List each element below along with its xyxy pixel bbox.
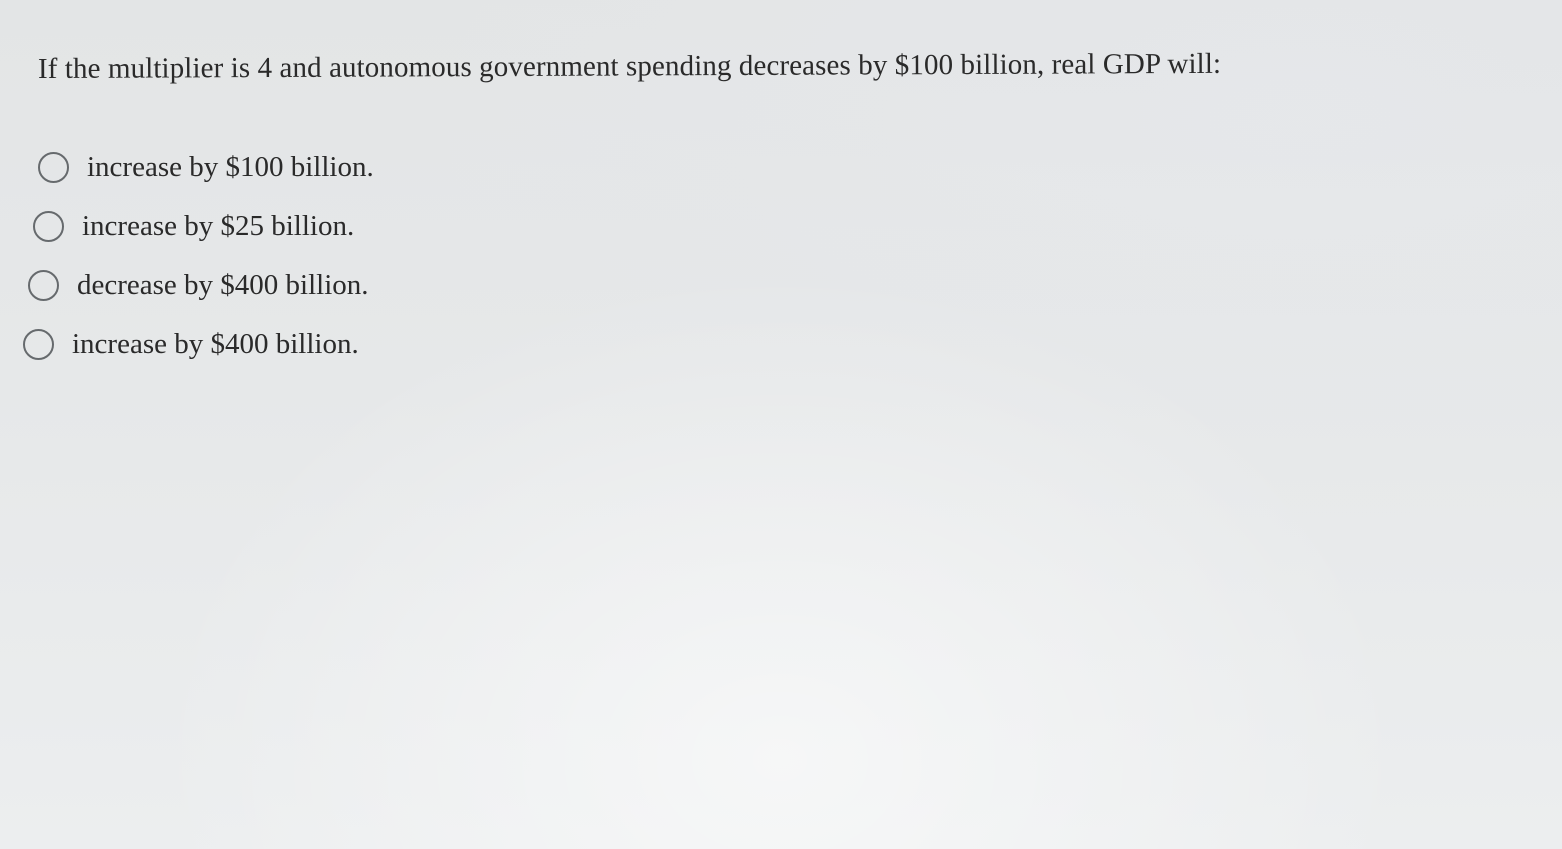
radio-button-icon[interactable] xyxy=(28,270,59,301)
radio-button-icon[interactable] xyxy=(23,329,54,360)
answer-option-label: increase by $25 billion. xyxy=(82,210,355,242)
answer-option-4[interactable] xyxy=(23,324,359,364)
answer-option-label: decrease by $400 billion. xyxy=(77,269,369,301)
answer-option-label: increase by $400 billion. xyxy=(72,328,359,360)
radio-button-icon[interactable] xyxy=(38,152,69,183)
radio-button-icon[interactable] xyxy=(33,211,64,242)
question-text: If the multiplier is 4 and autonomous government spending decreases by $100 billion, real GDP will: xyxy=(37,47,1222,85)
answer-option-2[interactable] xyxy=(33,206,354,246)
answer-option-1[interactable] xyxy=(38,147,374,187)
answer-option-label: increase by $100 billion. xyxy=(87,151,374,183)
answer-option-3[interactable] xyxy=(28,265,369,305)
